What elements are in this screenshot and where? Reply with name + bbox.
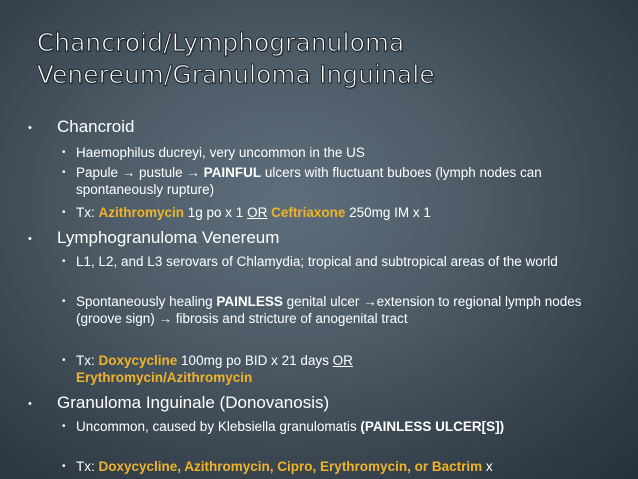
item-text: [76, 418, 546, 435]
bullet-icon: •: [62, 256, 66, 267]
arrow-right-icon: →: [121, 165, 136, 180]
or-text: OR: [332, 353, 353, 368]
bullet-icon: •: [28, 122, 32, 134]
bullet-icon: •: [62, 147, 66, 158]
tx-prefix: Tx:: [76, 459, 99, 474]
item-text-part: pustule: [135, 165, 187, 180]
bullet-icon: •: [62, 461, 66, 472]
item-text: [76, 164, 616, 198]
item-text-part: Papule: [76, 165, 122, 180]
bullet-icon: •: [28, 398, 32, 410]
emphasis-text: (PAINLESS ULCER[S]): [360, 419, 505, 434]
emphasis-text: PAINFUL: [203, 165, 262, 180]
heading-text: Lymphogranuloma Venereum: [57, 228, 280, 247]
dose-text: x: [482, 459, 493, 474]
item-text-part: Uncommon, caused by Klebsiella granulomatis: [76, 419, 361, 434]
item-text: [76, 352, 616, 386]
dose-text: 100mg po BID x 21 days: [177, 353, 333, 368]
heading-text: Chancroid: [57, 117, 135, 136]
item-text: [76, 293, 616, 327]
item-text-part: genital ulcer: [282, 294, 364, 309]
item-text: L1, L2, and L3 serovars of Chlamydia; tropical and subtropical areas of the world: [76, 254, 558, 269]
item-text-part: ulcers with fluctuant buboes (lymph nodes can spontaneously rupture): [76, 165, 542, 197]
arrow-right-icon: →: [158, 311, 173, 326]
bullet-icon: •: [62, 355, 66, 366]
item-text: [76, 204, 616, 221]
dose-text: 1g po x 1: [184, 205, 248, 220]
bullet-icon: •: [62, 421, 66, 432]
or-text: OR: [247, 205, 268, 220]
bullet-icon: •: [28, 233, 32, 245]
slide-title-line-2: Venereum/Granuloma Inguinale: [37, 60, 435, 89]
item-text-part: Spontaneously healing: [76, 294, 217, 309]
slide-title-line-1: Chancroid/Lymphogranuloma: [37, 28, 405, 57]
item-text: Haemophilus ducreyi, very uncommon in the US: [76, 145, 365, 160]
bullet-icon: •: [62, 207, 66, 218]
drug-name: Ceftriaxone: [271, 205, 346, 220]
heading-text: Granuloma Inguinale (Donovanosis): [57, 393, 330, 412]
item-text-part: extension to regional lymph nodes (groove sign): [76, 294, 582, 326]
bullet-icon: •: [62, 296, 66, 307]
bullet-icon: •: [62, 167, 66, 178]
tx-prefix: Tx:: [76, 353, 99, 368]
slide-title: [37, 27, 627, 91]
arrow-right-icon: →: [363, 294, 377, 309]
drug-name: Doxycycline, Azithromycin, Cipro, Erythromycin, or Bactrim: [98, 459, 483, 474]
drug-name: Erythromycin/Azithromycin: [76, 370, 253, 385]
drug-name: Azithromycin: [98, 205, 185, 220]
tx-prefix: Tx:: [76, 205, 99, 220]
dose-text: 250mg IM x 1: [345, 205, 431, 220]
item-text: [76, 458, 616, 475]
drug-name: Doxycycline: [98, 353, 178, 368]
item-text-part: fibrosis and stricture of anogenital tract: [172, 311, 408, 326]
arrow-right-icon: →: [186, 165, 200, 180]
emphasis-text: PAINLESS: [216, 294, 283, 309]
